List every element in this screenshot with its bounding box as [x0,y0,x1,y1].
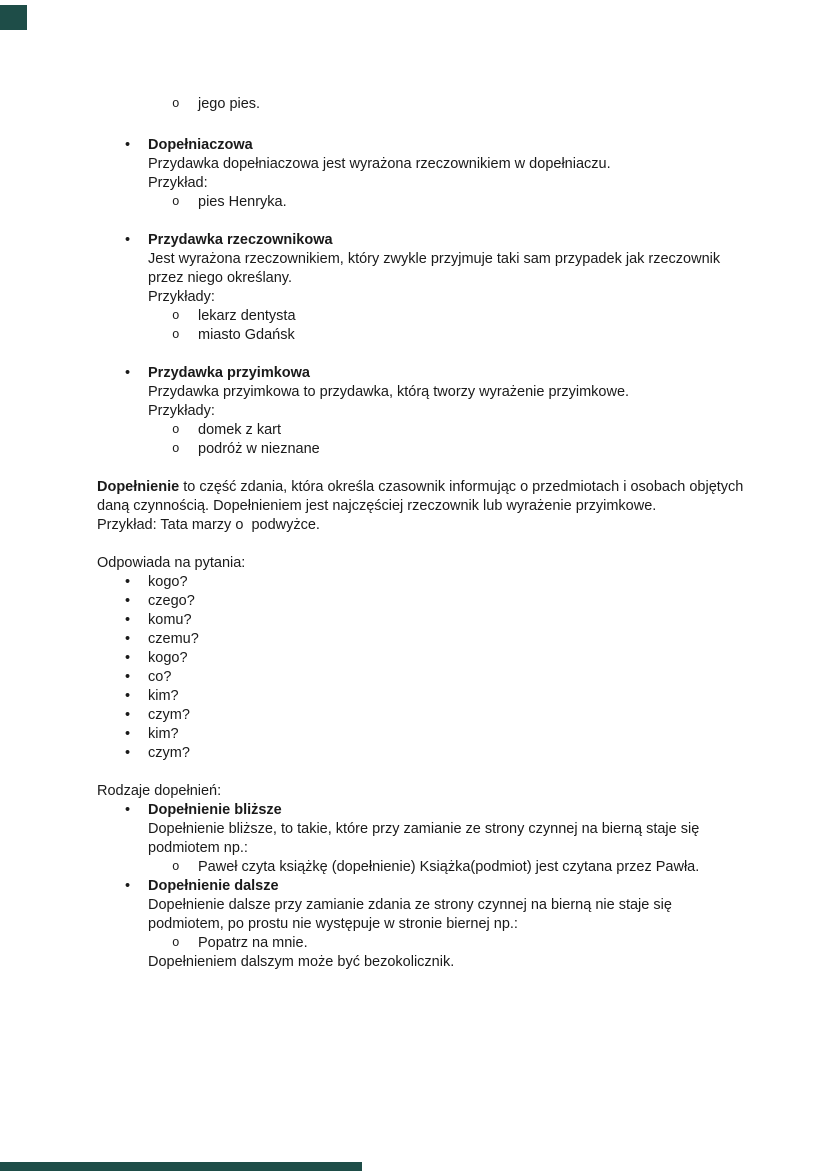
question-item [97,725,747,744]
question-item [97,687,747,706]
item-body: Dopełnienie dalsze przy zamianie zdania ze strony czynnej na bierną nie staje się podmiotem, po prostu nie występuje w stronie biernej np.: [148,897,672,932]
list-item [97,364,747,459]
example-label: Przykład: [148,175,208,191]
circle-bullet-icon: o [172,423,180,437]
sub-item-text: lekarz dentysta [198,308,296,324]
question-item [97,592,747,611]
bullet-icon: • [125,688,131,704]
question-item [97,630,747,649]
question-item [97,573,747,592]
item-body: Jest wyrażona rzeczownikiem, który zwykle przyjmuje taki sam przypadek jak rzeczownik przez niego określany. [148,251,721,286]
viewer-background-strip [0,1162,362,1171]
question-text: czemu? [148,631,199,647]
bullet-icon: • [125,802,131,818]
bullet-icon: • [125,650,131,666]
questions-section [97,554,747,763]
item-title: Przydawka rzeczownikowa [148,232,333,248]
sub-list-item [148,193,747,212]
bullet-icon: • [125,365,131,381]
item-note: Dopełnieniem dalszym może być bezokolicznik. [148,954,455,970]
sub-list-item [148,440,747,459]
example-label: Przykłady: [148,403,215,419]
sub-item-text: miasto Gdańsk [198,327,295,343]
bullet-icon: • [125,137,131,153]
list-item [97,801,747,877]
question-text: czym? [148,707,190,723]
bullet-icon: • [125,669,131,685]
bullet-icon: • [125,593,131,609]
circle-bullet-icon: o [172,97,180,111]
circle-bullet-icon: o [172,936,180,950]
item-body: Przydawka przyimkowa to przydawka, którą tworzy wyrażenie przyimkowe. [148,384,630,400]
sub-list-item [148,934,747,953]
sub-list-item [148,858,747,877]
question-text: czego? [148,593,195,609]
circle-bullet-icon: o [172,860,180,874]
sub-item-text: domek z kart [198,422,281,438]
question-item [97,649,747,668]
przydawka-list [97,136,747,459]
list-item [97,136,747,212]
bullet-icon: • [125,574,131,590]
viewer-background-corner [0,5,27,30]
definition-example: Przykład: Tata marzy o podwyżce. [97,517,320,533]
bullet-icon: • [125,726,131,742]
question-item [97,706,747,725]
item-title: Dopełnienie bliższe [148,802,282,818]
question-item [97,611,747,630]
circle-bullet-icon: o [172,442,180,456]
document-page [97,95,747,972]
question-text: czym? [148,745,190,761]
circle-bullet-icon: o [172,309,180,323]
item-body: Dopełnienie bliższe, to takie, które przy zamianie ze strony czynnej na bierną staje się podmiotem np.: [148,821,700,856]
bullet-icon: • [125,612,131,628]
bullet-icon: • [125,631,131,647]
defined-term: Dopełnienie [97,479,180,495]
types-section [97,782,747,972]
question-text: kogo? [148,650,188,666]
definition-paragraph [97,478,747,516]
item-title: Dopełnienie dalsze [148,878,279,894]
orphan-sub-list [97,95,747,114]
bullet-icon: • [125,232,131,248]
question-text: kogo? [148,574,188,590]
sub-item-text: podróż w nieznane [198,441,320,457]
list-item-content [148,801,747,877]
list-item-content [148,364,747,459]
item-title: Dopełniaczowa [148,137,253,153]
list-item [97,877,747,972]
bullet-icon: • [125,878,131,894]
definition-text: to część zdania, która określa czasownik informując o przedmiotach i osobach objętych daną czynnością. Dopełnieniem jest najczęściej rzeczownik lub wyrażenie przyimkowe. [97,479,744,514]
question-text: komu? [148,612,192,628]
item-title: Przydawka przyimkowa [148,365,310,381]
sub-list-item [148,326,747,345]
bullet-icon: • [125,707,131,723]
sub-list-item [148,95,747,114]
circle-bullet-icon: o [172,195,180,209]
bullet-icon: • [125,745,131,761]
example-label: Przykłady: [148,289,215,305]
list-item-content [148,136,747,212]
question-text: kim? [148,688,179,704]
dopelnienie-definition [97,478,747,535]
item-body: Przydawka dopełniaczowa jest wyrażona rzeczownikiem w dopełniaczu. [148,156,611,172]
question-text: co? [148,669,172,685]
list-item-content [148,231,747,345]
sub-item-text: Popatrz na mnie. [198,935,308,951]
sub-list-item [148,307,747,326]
circle-bullet-icon: o [172,328,180,342]
types-label: Rodzaje dopełnień: [97,783,222,799]
sub-item-text: pies Henryka. [198,194,287,210]
list-item [97,231,747,345]
sub-item-text: Paweł czyta książkę (dopełnienie) Książka(podmiot) jest czytana przez Pawła. [198,859,700,875]
question-text: kim? [148,726,179,742]
sub-list-item [148,421,747,440]
questions-label: Odpowiada na pytania: [97,555,246,571]
list-item-content [148,877,747,972]
sub-item-text: jego pies. [198,96,261,112]
question-item [97,744,747,763]
question-item [97,668,747,687]
